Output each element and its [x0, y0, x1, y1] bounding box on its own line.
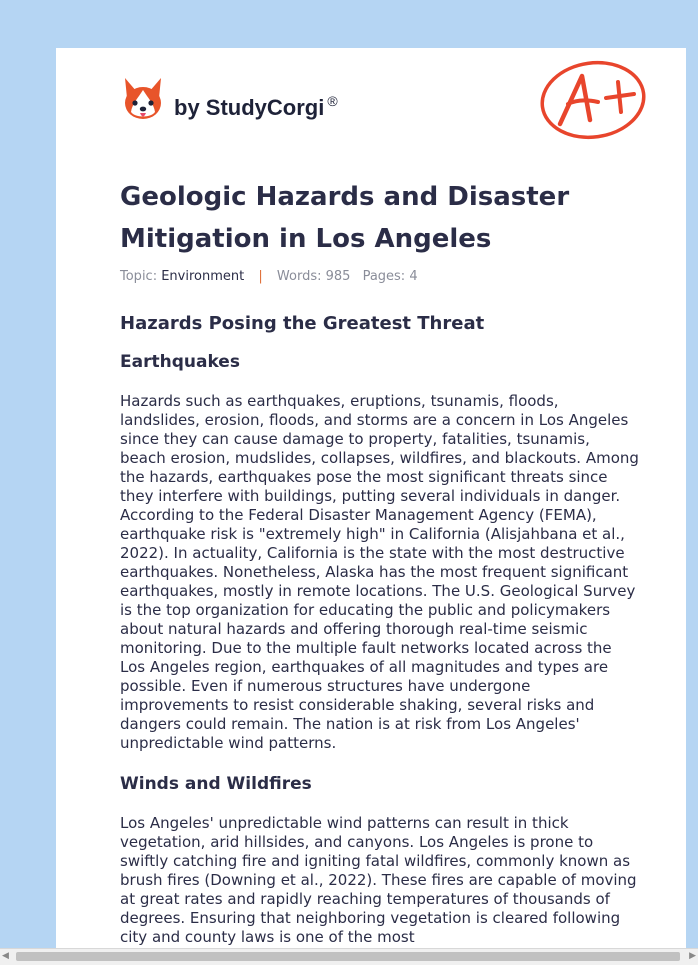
- registered-mark: ®: [327, 93, 338, 109]
- subsection-heading: Earthquakes: [120, 352, 240, 372]
- horizontal-scrollbar[interactable]: [0, 948, 698, 965]
- corgi-icon: [122, 76, 164, 122]
- section-heading: Hazards Posing the Greatest Threat: [120, 313, 485, 334]
- brand-text: by StudyCorgi: [174, 95, 325, 120]
- article-meta: [120, 269, 418, 284]
- subsection-heading: Winds and Wildfires: [120, 774, 312, 794]
- document-page: [56, 48, 686, 948]
- scroll-right-icon[interactable]: ▶: [689, 951, 696, 961]
- page-count: Pages: 4: [362, 269, 418, 284]
- paragraph: Los Angeles' unpredictable wind patterns can result in thick vegetation, arid hillsides, and canyons. Los Angeles is prone to swiftly catching fire and igniting fatal wildfires, commonly known as brush fires (Downing et al., 2022). These fires are capable of moving at great rates and rapidly reaching temperatures of thousands of degrees. Ensuring that neighboring vegetation is cleared following city and county laws is one of the most: [120, 814, 637, 946]
- studycorgi-logo[interactable]: [122, 76, 164, 122]
- grade-badge-icon: [538, 58, 650, 142]
- grade-badge: [538, 58, 650, 146]
- topic-label: Topic:: [120, 269, 158, 284]
- paragraph: Hazards such as earthquakes, eruptions, tsunamis, floods, landslides, erosion, floods, and storms are a concern in Los Angeles since they can cause damage to property, fatalities, tsunamis, beach erosion, mudslides, collapses, wildfires, and blackouts. Among the hazards, earthquakes pose the most significant threats since they interfere with buildings, putting several individuals in danger. According to the Federal Disaster Management Agency (FEMA), earthquake risk is "extremely high" in California (Alisjahbana et al., 2022). In actuality, California is the state with the most destructive earthquakes. Nonetheless, Alaska has the most frequent significant earthquakes, mostly in remote locations. The U.S. Geological Survey is the top organization for educating the public and policymakers about natural hazards and offering thorough real-time seismic monitoring. Due to the multiple fault networks located across the Los Angeles region, earthquakes of all magnitudes and types are possible. Even if numerous structures have undergone improvements to resist considerable shaking, several risks and dangers could remain. The nation is at risk from Los Angeles' unpredictable wind patterns.: [120, 392, 639, 752]
- word-count: Words: 985: [276, 269, 351, 284]
- topic-link[interactable]: Environment: [161, 269, 245, 284]
- brand-name[interactable]: [174, 95, 338, 121]
- page-title: Geologic Hazards and Disaster Mitigation in Los Angeles: [120, 182, 570, 254]
- meta-separator: |: [258, 269, 263, 284]
- scroll-left-icon[interactable]: ◀: [2, 951, 9, 961]
- scrollbar-thumb[interactable]: [16, 952, 680, 961]
